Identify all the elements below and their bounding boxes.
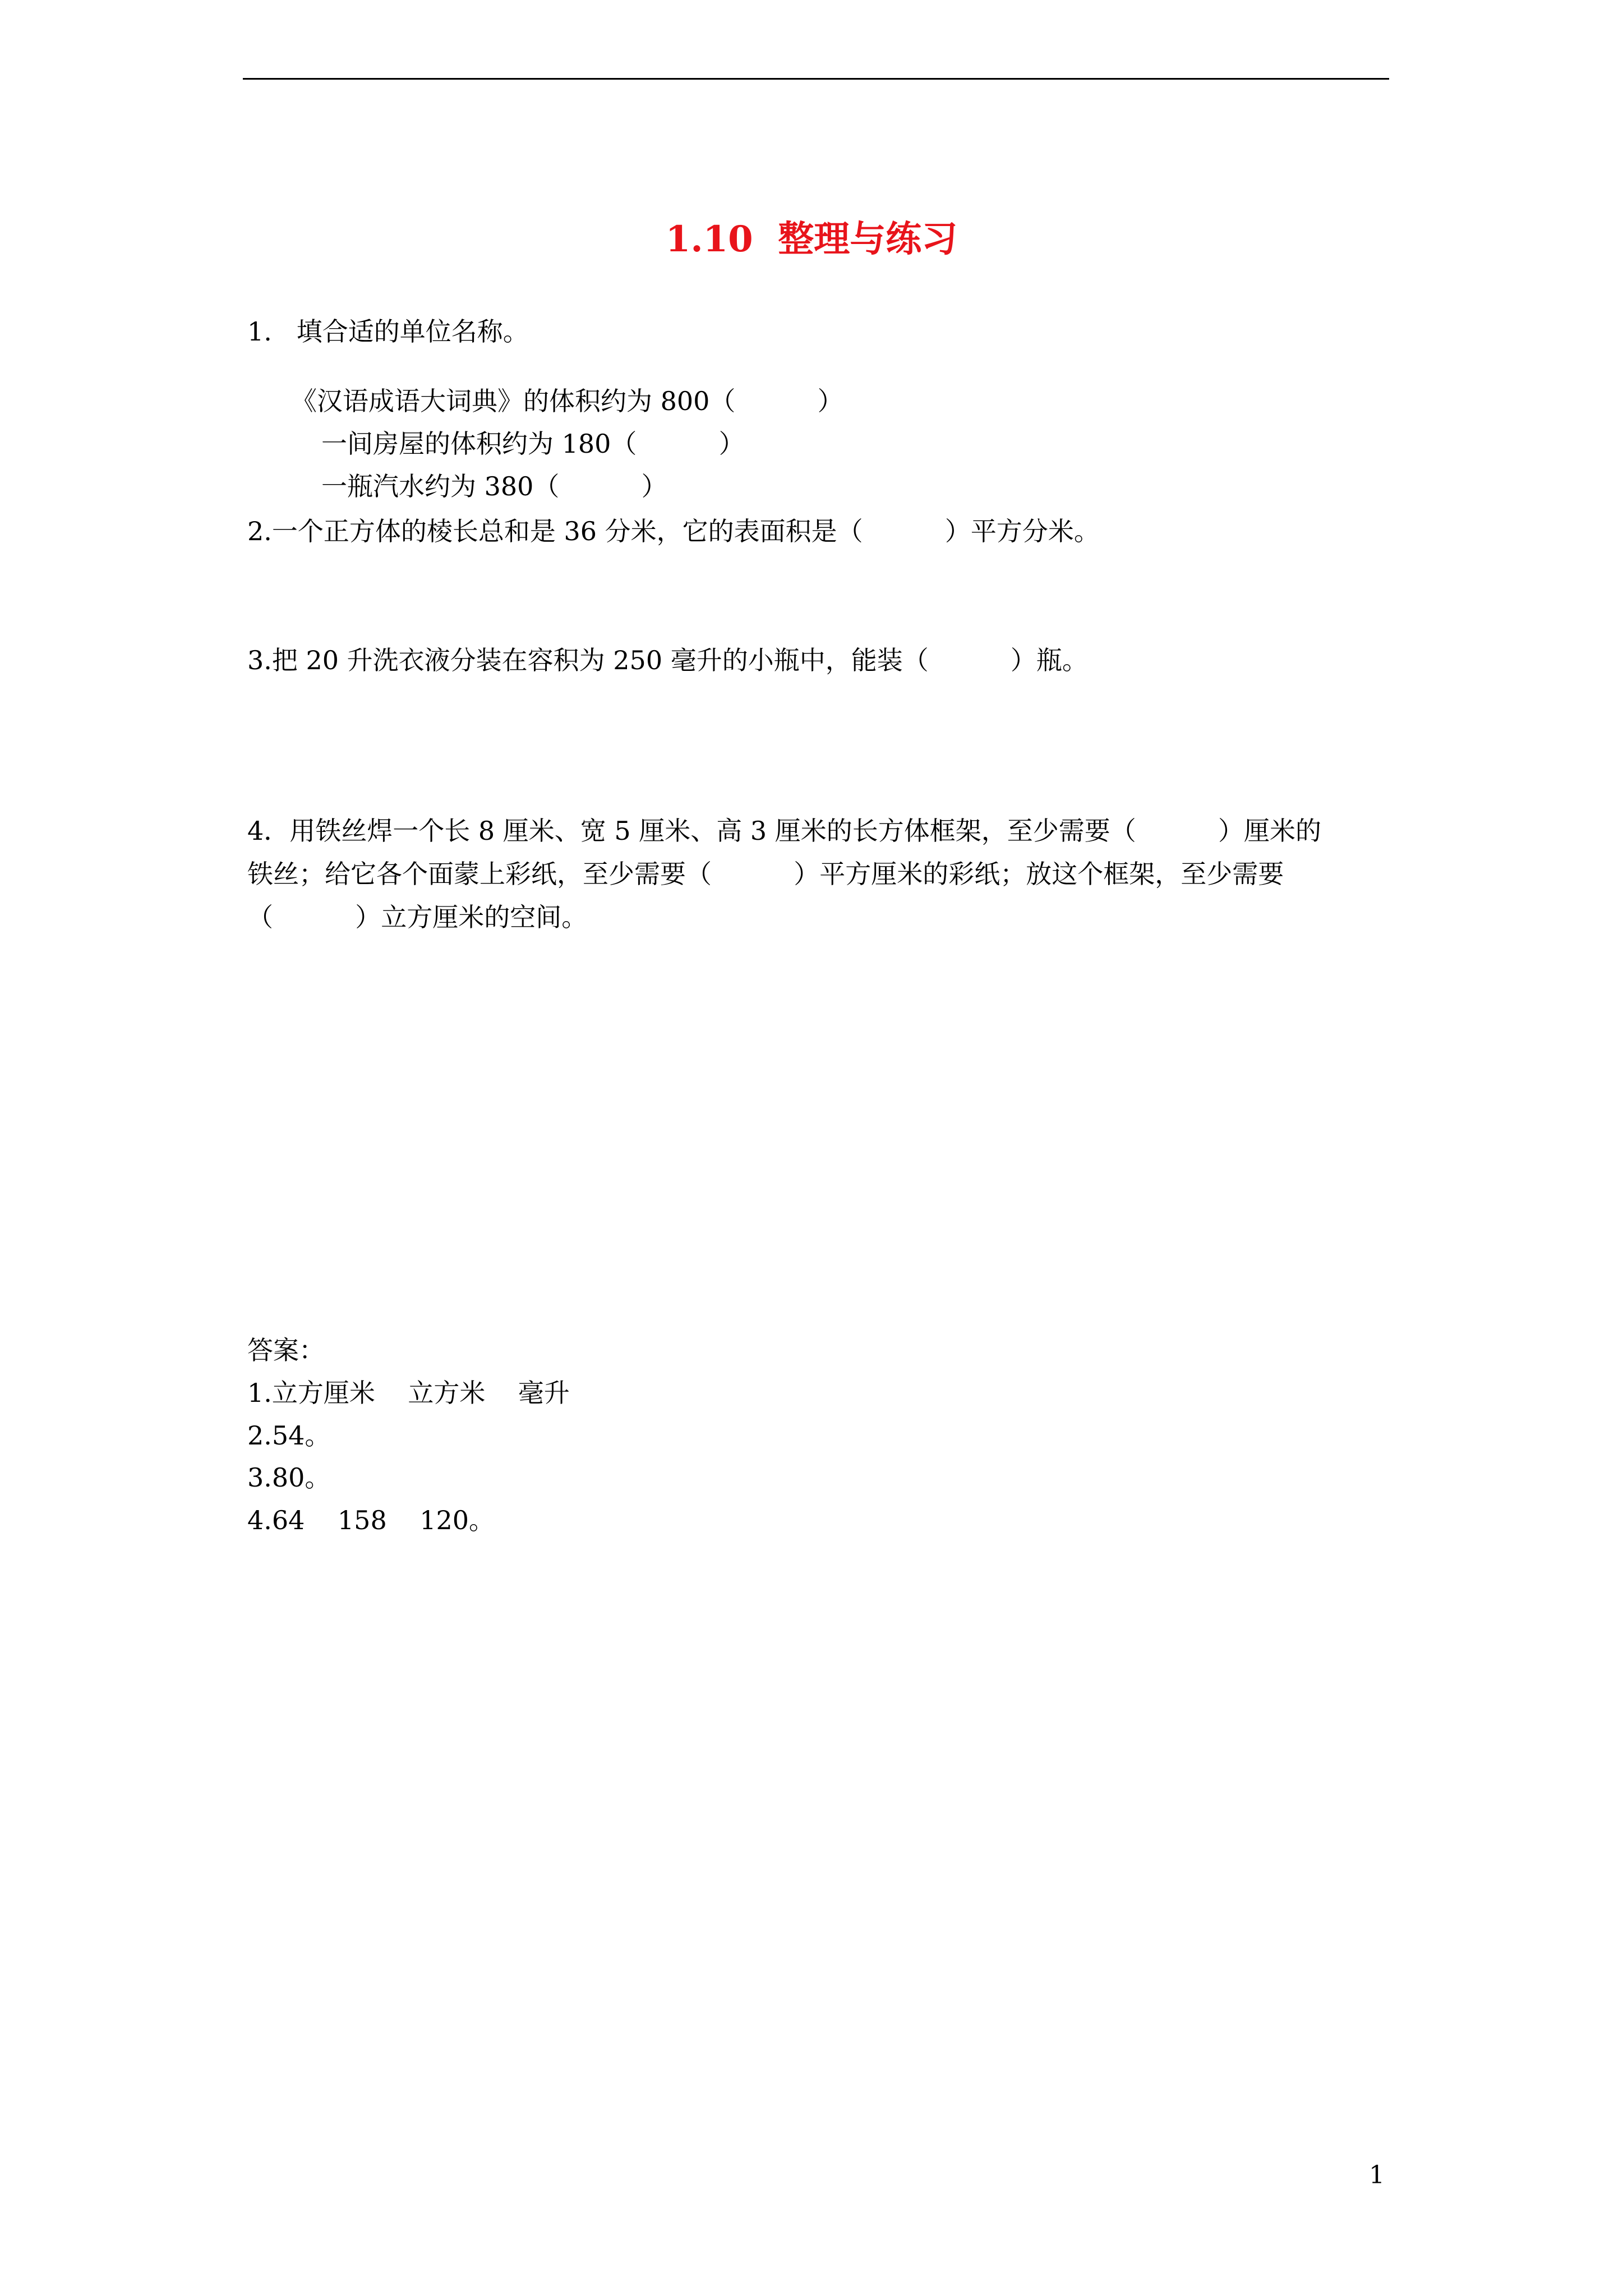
question-3: 3.把 20 升洗衣液分装在容积为 250 毫升的小瓶中，能装（ ）瓶。 xyxy=(247,645,1088,675)
answer-3: 3.80。 xyxy=(247,1462,331,1493)
page-number: 1 xyxy=(1369,2161,1385,2189)
question-4-line-3: （ ）立方厘米的空间。 xyxy=(247,902,588,932)
answer-1: 1.立方厘米 立方米 毫升 xyxy=(247,1378,570,1408)
question-1-item-1: 《汉语成语大词典》的体积约为 800（ ） xyxy=(291,386,843,416)
question-1-item-3: 一瓶汽水约为 380（ ） xyxy=(321,471,667,501)
question-4-line-1: 4．用铁丝焊一个长 8 厘米、宽 5 厘米、高 3 厘米的长方体框架，至少需要（ ）厘米的 xyxy=(247,816,1322,846)
answer-4: 4.64 158 120。 xyxy=(247,1505,495,1535)
question-1-stem: 1. 填合适的单位名称。 xyxy=(247,316,529,347)
answer-2: 2.54。 xyxy=(247,1420,331,1451)
answers-heading: 答案： xyxy=(247,1335,325,1365)
question-2: 2.一个正方体的棱长总和是 36 分米，它的表面积是（ ）平方分米。 xyxy=(247,516,1100,546)
header-rule xyxy=(243,78,1389,80)
page-title: 1.10 整理与练习 xyxy=(665,218,958,260)
question-4-line-2: 铁丝；给它各个面蒙上彩纸，至少需要（ ）平方厘米的彩纸；放这个框架，至少需要 xyxy=(247,859,1284,889)
question-1-item-2: 一间房屋的体积约为 180（ ） xyxy=(321,429,745,459)
